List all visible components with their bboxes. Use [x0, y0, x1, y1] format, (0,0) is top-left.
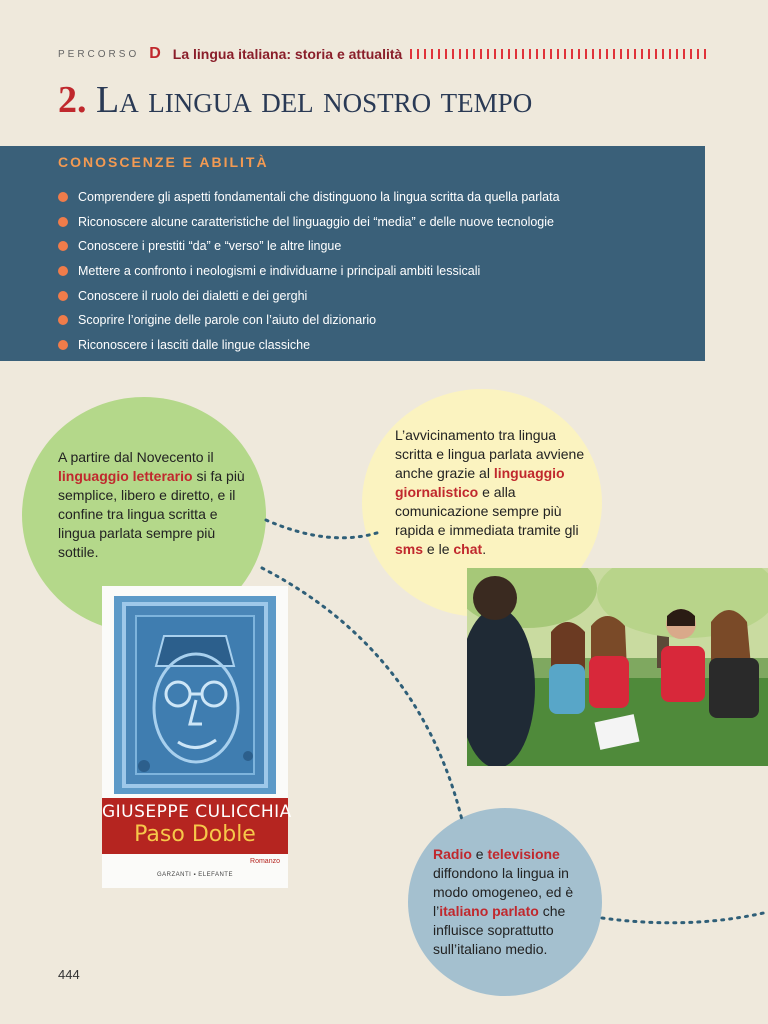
literary-text: A partire dal Novecento il linguaggio letterario si fa più semplice, libero e diretto, e il confine tra lingua scritta e lingua parlata sempre più sottile. — [58, 449, 245, 560]
connector-green-blue — [262, 568, 462, 820]
title-band — [102, 798, 292, 854]
highlight-term: Radio — [433, 846, 472, 862]
connector-blue-right — [602, 912, 768, 923]
highlight-term: linguaggio giornalistico — [395, 465, 565, 500]
book-publisher: GARZANTI ▪ ELEFANTE — [157, 872, 233, 878]
list-item: Conoscere il ruolo dei dialetti e dei gerghi — [58, 287, 560, 312]
media-text: Radio e televisione diffondono la lingua in modo omogeneo, ed è l’italiano parlato che influisce soprattutto sull’italiano medio. — [433, 846, 574, 957]
chapter-title-text: La lingua del nostro tempo — [96, 79, 533, 121]
cover-art — [114, 596, 276, 794]
journalistic-text: L’avvicinamento tra lingua scritta e lingua parlata avviene anche grazie al linguaggio giornalistico e alla comunicazione sempre più rapida e immediata tramite gli sms e le chat. — [395, 427, 585, 557]
highlight-term: linguaggio letterario — [58, 468, 193, 484]
book-author: GIUSEPPE CULICCHIA — [102, 802, 292, 822]
section-letter: D — [149, 45, 161, 62]
book-cover — [102, 586, 292, 888]
face-illustration — [114, 596, 276, 794]
list-item: Mettere a confronto i neologismi e individuarne i principali ambiti lessicali — [58, 262, 560, 287]
students-photo — [467, 568, 768, 766]
page-number: 444 — [58, 967, 80, 982]
highlight-term: italiano parlato — [439, 903, 539, 919]
list-item: Conoscere i prestiti “da” e “verso” le altre lingue — [58, 237, 560, 262]
highlight-term: chat — [453, 541, 483, 557]
list-item: Riconoscere i lasciti dalle lingue classiche — [58, 336, 560, 361]
students-photo-illustration — [467, 568, 768, 766]
knowledge-heading: CONOSCENZE E ABILITÀ — [58, 154, 269, 170]
highlight-term: televisione — [487, 846, 560, 862]
list-item: Comprendere gli aspetti fondamentali che distinguono la lingua scritta da quella parlata — [58, 188, 560, 213]
connector-green-yellow — [266, 520, 380, 538]
list-item: Riconoscere alcune caratteristiche del linguaggio dei “media” e delle nuove tecnologie — [58, 213, 560, 238]
section-label: PERCORSO — [58, 48, 140, 60]
list-item: Scoprire l’origine delle parole con l’aiuto del dizionario — [58, 311, 560, 336]
chapter-number: 2. — [58, 79, 87, 121]
section-title: La lingua italiana: storia e attualità — [172, 46, 403, 62]
highlight-term: sms — [395, 541, 424, 557]
book-title: Paso Doble — [134, 822, 256, 847]
book-genre: Romanzo — [250, 858, 280, 865]
